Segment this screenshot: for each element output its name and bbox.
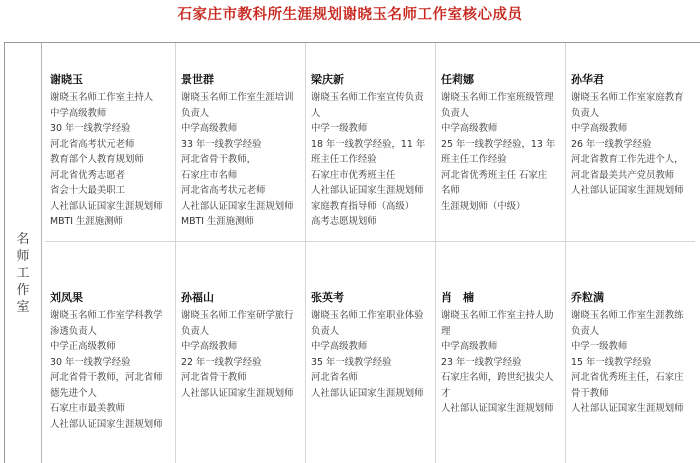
member-credential: 23 年一线教学经验 <box>441 356 522 368</box>
member-card <box>565 43 695 241</box>
member-credential: 谢晓玉名师工作室研学旅行 <box>181 310 294 321</box>
member-credential: 人 <box>311 107 321 119</box>
member-credential: 名师 <box>441 185 460 196</box>
member-credential: 中学高级教师 <box>181 341 238 352</box>
member-name: 孙华君 <box>571 73 604 86</box>
side-label-char: 室 <box>16 300 30 315</box>
member-credential: 人社部认证国家生涯规划师 <box>50 200 163 212</box>
member-credential: 石家庄名师，跨世纪拔尖人 <box>441 372 554 383</box>
member-credential: 负责人 <box>181 107 210 119</box>
member-credential: 30 年一线教学经验 <box>50 356 131 368</box>
member-credential: 谢晓玉名师工作室主持人助 <box>441 310 554 321</box>
member-credential: 谢晓玉名师工作室班级管理 <box>441 92 554 103</box>
member-credential: 石家庄市最美教师 <box>50 403 126 414</box>
member-credential: 谢晓玉名师工作室主持人 <box>50 92 154 103</box>
member-credential: 负责人 <box>571 325 600 337</box>
member-credential: 25 年一线教学经验，13 年 <box>441 138 556 150</box>
member-credential: 河北省优秀志愿者 <box>50 169 126 181</box>
member-card <box>175 241 305 463</box>
member-credential: 谢晓玉名师工作室家庭教育 <box>571 92 684 103</box>
member-credential: 德先进个人 <box>50 387 97 399</box>
member-card <box>175 43 305 241</box>
member-credential: 石家庄市名师 <box>181 169 238 181</box>
member-credential: 18 年一线教学经验，11 年 <box>311 138 426 150</box>
member-credential: 中学一级教师 <box>311 123 368 134</box>
member-credential: 谢晓玉名师工作室职业体验 <box>311 310 424 321</box>
member-card <box>45 241 175 463</box>
member-credential: 班主任工作经验 <box>441 154 507 165</box>
member-credential: 35 年一线教学经验 <box>311 356 392 368</box>
member-credential: 河北省骨干教师， <box>181 154 257 165</box>
side-label-char: 工 <box>16 266 30 281</box>
member-credential: 中学高级教师 <box>571 123 628 134</box>
member-credential: 人社部认证国家生涯规划师 <box>311 387 424 399</box>
side-label-char: 名 <box>16 232 30 247</box>
member-credential: 生涯规划师（中级） <box>441 200 526 212</box>
member-name: 刘凤果 <box>50 291 83 304</box>
member-name: 肖 楠 <box>441 291 474 304</box>
member-name: 梁庆新 <box>311 73 344 86</box>
member-card <box>45 43 175 241</box>
member-credential: 人社部认证国家生涯规划师 <box>50 418 163 430</box>
members-table <box>4 42 700 463</box>
member-credential: 中学高级教师 <box>311 341 368 352</box>
member-credential: 谢晓玉名师工作室宣传负责 <box>311 92 424 103</box>
member-credential: MBTI 生涯施测师 <box>181 216 254 227</box>
member-name: 孙福山 <box>181 291 214 304</box>
member-grid <box>45 43 700 463</box>
member-credential: 才 <box>441 387 451 399</box>
member-credential: 谢晓玉名师工作室生涯培训 <box>181 92 294 103</box>
member-credential: 人社部认证国家生涯规划师 <box>181 200 294 212</box>
member-name: 任莉娜 <box>441 73 474 86</box>
side-label-char: 师 <box>16 249 30 264</box>
member-name: 乔粒满 <box>571 291 604 304</box>
member-credential: 河北省优秀班主任，石家庄 <box>571 372 684 383</box>
member-credential: 河北省骨干教师，河北省师 <box>50 372 163 383</box>
member-credential: 中学高级教师 <box>441 123 498 134</box>
member-card <box>305 43 435 241</box>
member-credential: 骨干教师 <box>571 387 609 399</box>
side-header-cell <box>5 43 42 463</box>
member-credential: 河北省最美共产党员教师 <box>571 169 675 181</box>
member-credential: 中学一级教师 <box>571 341 628 352</box>
member-card <box>435 43 565 241</box>
member-credential: 人社部认证国家生涯规划师 <box>181 387 294 399</box>
member-name: 谢晓玉 <box>50 73 83 86</box>
member-credential: 河北省名师 <box>311 372 358 383</box>
member-credential: 河北省骨干教师 <box>181 372 247 383</box>
member-credential: 石家庄市优秀班主任 <box>311 169 396 181</box>
member-credential: 30 年一线教学经验 <box>50 123 131 134</box>
member-credential: 负责人 <box>181 325 210 337</box>
member-credential: 谢晓玉名师工作室生涯教练 <box>571 310 684 321</box>
member-card <box>565 241 695 463</box>
member-credential: MBTI 生涯施测师 <box>50 216 123 227</box>
member-credential: 河北省优秀班主任 石家庄 <box>441 169 548 181</box>
member-credential: 人社部认证国家生涯规划师 <box>441 403 554 414</box>
member-card <box>305 241 435 463</box>
member-credential: 人社部认证国家生涯规划师 <box>571 185 684 196</box>
member-credential: 15 年一线教学经验 <box>571 356 652 368</box>
member-credential: 教育部个人教育规划师 <box>50 154 144 165</box>
member-credential: 26 年一线教学经验 <box>571 138 652 150</box>
member-name: 张英考 <box>311 291 344 304</box>
member-credential: 负责人 <box>571 107 600 119</box>
member-credential: 22 年一线教学经验 <box>181 356 262 368</box>
member-credential: 中学高级教师 <box>441 341 498 352</box>
side-label <box>5 231 41 316</box>
member-credential: 人社部认证国家生涯规划师 <box>311 185 424 196</box>
member-credential: 高考志愿规划师 <box>311 216 377 227</box>
member-credential: 家庭教育指导师（高级） <box>311 200 415 212</box>
member-credential: 负责人 <box>441 107 470 119</box>
member-credential: 省会十大最美职工 <box>50 185 126 196</box>
member-credential: 班主任工作经验 <box>311 154 377 165</box>
page-title: 石家庄市教科所生涯规划谢晓玉名师工作室核心成员 <box>177 7 523 23</box>
member-name: 景世群 <box>181 73 214 86</box>
member-credential: 河北省教育工作先进个人， <box>571 154 684 165</box>
side-label-char: 作 <box>16 283 30 298</box>
member-credential: 河北省高考状元老师 <box>181 185 266 196</box>
member-credential: 中学高级教师 <box>181 123 238 134</box>
member-credential: 33 年一线教学经验 <box>181 138 262 150</box>
member-credential: 渗透负责人 <box>50 325 97 337</box>
member-credential: 人社部认证国家生涯规划师 <box>571 403 684 414</box>
member-credential: 中学高级教师 <box>50 107 107 119</box>
member-credential: 谢晓玉名师工作室学科教学 <box>50 310 163 321</box>
member-card <box>435 241 565 463</box>
member-credential: 理 <box>441 325 451 337</box>
member-credential: 河北省高考状元老师 <box>50 138 135 150</box>
member-credential: 负责人 <box>311 325 340 337</box>
member-credential: 中学正高级教师 <box>50 341 116 352</box>
